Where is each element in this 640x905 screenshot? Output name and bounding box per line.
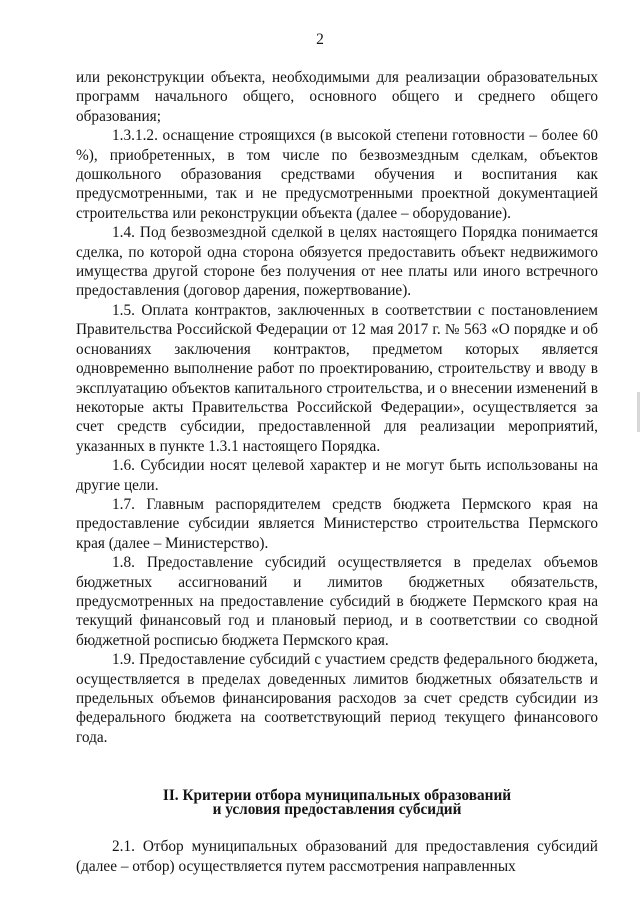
section-heading-line-2: и условия предоставления субсидий [212,801,462,819]
paragraph-1-5: 1.5. Оплата контрактов, заключенных в соответствии с постановлением Правительства Российской Федерации от 12 мая 2017 г. № 563 «О порядке и об основаниях заключения контрактов, предметом которых является одновременно выполнение работ по проектированию, строительству и вводу в эксплуатацию объектов капитального строительства, и о внесении изменений в некоторые акты Правительства Российской Федерации», осуществляется за счет средств субсидии, предоставленной для реализации мероприятий, указанных в пункте 1.3.1 настоящего Порядка. [76,301,598,455]
paragraph-1-7: 1.7. Главным распорядителем средств бюджета Пермского края на предоставление субсидии является Министерство строительства Пермского края (далее – Министерство). [76,495,598,552]
paragraph-1-4: 1.4. Под безвозмездной сделкой в целях настоящего Порядка понимается сделка, по которой одна сторона обязуется предоставить объект недвижимого имущества другой стороне без получения от нее платы или иного встречного предоставления (договор дарения, пожертвование). [76,224,598,300]
paragraph-2-1: 2.1. Отбор муниципальных образований для предоставления субсидий (далее – отбор) осуществляется путем рассмотрения направленных [76,838,598,875]
section-heading-line-1: II. Критерии отбора муниципальных образований [162,787,512,805]
paragraph-1-9: 1.9. Предоставление субсидий с участием средств федерального бюджета, осуществляется в пределах доведенных лимитов бюджетных обязательств и предельных объемов финансирования расходов за счет средств субсидии из федерального бюджета на соответствующий период текущего финансового года. [76,651,598,746]
section-heading [76,789,598,817]
document-body [76,68,598,876]
paragraph-1-6: 1.6. Субсидии носят целевой характер и не могут быть использованы на другие цели. [76,457,598,494]
paragraph-1-8: 1.8. Предоставление субсидий осуществляется в пределах объемов бюджетных ассигнований и лимитов бюджетных обязательств, предусмотренных на предоставление субсидий в бюджете Пермского края на текущий финансовый год и плановый период, и в соответствии со сводной бюджетной росписью бюджета Пермского края. [76,554,598,649]
paragraph-1-3-1-2: 1.3.1.2. оснащение строящихся (в высокой степени готовности – более 60 %), приобретенных, в том числе по безвозмездным сделкам, объектов дошкольного образования средствами обучения и воспитания как предусмотренными, так и не предусмотренными проектной документацией строительства или реконструкции объекта (далее – оборудование). [76,127,598,222]
page-number: 2 [316,31,324,48]
paragraph-continuation: или реконструкции объекта, необходимыми для реализации образовательных программ начального общего, основного общего и среднего общего образования; [76,69,598,125]
